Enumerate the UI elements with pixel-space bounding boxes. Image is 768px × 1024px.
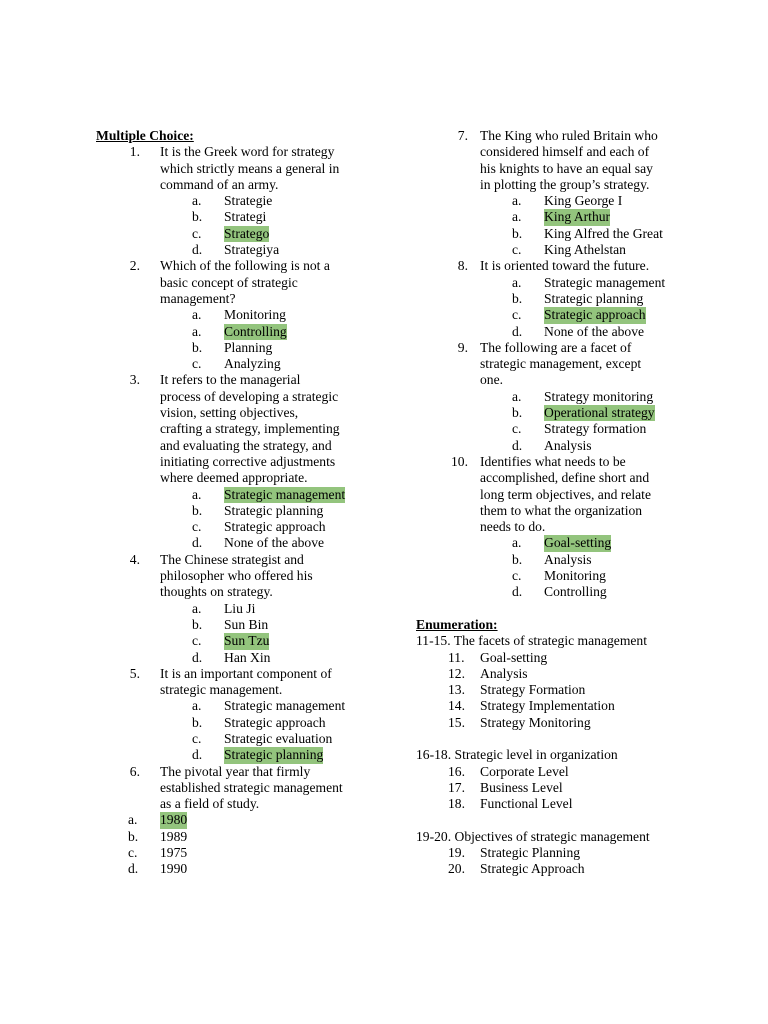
item-text: Strategy Implementation [480, 698, 615, 714]
answer-option [416, 389, 706, 405]
enumeration-list [416, 633, 706, 877]
item-number: 13. [448, 682, 465, 698]
answer-option [96, 307, 366, 323]
question-line [416, 487, 706, 503]
left-column [96, 128, 366, 878]
answer-option [416, 291, 706, 307]
question-line [96, 421, 366, 437]
option-text: Strategy formation [544, 421, 647, 437]
option-letter: b. [192, 209, 203, 225]
answer-option [96, 193, 366, 209]
question-text: philosopher who offered his [160, 568, 313, 584]
enumeration-item [416, 796, 706, 812]
option-text: King Athelstan [544, 242, 626, 258]
question-text: one. [480, 372, 504, 388]
item-number: 17. [448, 779, 465, 795]
question-text: thoughts on strategy. [160, 584, 273, 600]
spacer [416, 601, 706, 617]
spacer [416, 812, 706, 828]
option-text: King George I [544, 193, 623, 209]
option-text: Monitoring [544, 568, 606, 584]
enumeration-item [416, 715, 706, 731]
answer-option [96, 226, 366, 242]
question-line [416, 470, 706, 486]
enumeration-item [416, 650, 706, 666]
answer-option [416, 552, 706, 568]
multiple-choice-heading [96, 128, 366, 144]
option-letter: a. [512, 274, 522, 290]
option-text: Strategic evaluation [224, 730, 333, 746]
answer-option [96, 324, 366, 340]
item-number: 20. [448, 861, 465, 877]
option-letter: d. [512, 584, 523, 600]
option-letter: b. [192, 339, 203, 355]
enumeration-group-title: 11-15. The facets of strategic management [416, 633, 648, 649]
option-text: Sun Bin [224, 616, 269, 632]
option-text: None of the above [544, 323, 645, 339]
option-text: Strategie [224, 193, 273, 209]
option-letter: c. [128, 845, 138, 861]
option-letter: a. [512, 388, 522, 404]
answer-option [416, 584, 706, 600]
answer-option [416, 275, 706, 291]
question-line [96, 552, 366, 568]
answer-option [416, 568, 706, 584]
correct-answer: King Arthur [544, 209, 611, 225]
correct-answer: Sun Tzu [224, 633, 270, 649]
question-line [416, 128, 706, 144]
question-text: process of developing a strategic [160, 388, 339, 404]
option-letter: a. [192, 193, 202, 209]
question-text: in plotting the group’s strategy. [480, 176, 650, 192]
question-line [96, 666, 366, 682]
enumeration-item [416, 682, 706, 698]
answer-option [416, 193, 706, 209]
option-letter: a. [192, 486, 202, 502]
question-line [416, 519, 706, 535]
question-text: management? [160, 290, 236, 306]
question-line [96, 161, 366, 177]
option-letter: b. [192, 714, 203, 730]
option-letter: a. [192, 323, 202, 339]
option-letter: c. [192, 633, 202, 649]
option-text: Strategic management [224, 698, 346, 714]
answer-option [96, 601, 366, 617]
enumeration-item [416, 845, 706, 861]
answer-option [96, 698, 366, 714]
answer-option [96, 356, 366, 372]
option-text: 1990 [160, 861, 188, 877]
question-text: It is the Greek word for strategy [160, 144, 335, 160]
option-letter: c. [512, 421, 522, 437]
right-column [416, 128, 706, 878]
answer-option [96, 861, 366, 877]
question-text: basic concept of strategic [160, 274, 298, 290]
option-letter: a. [512, 209, 522, 225]
question-text: strategic management, except [480, 356, 642, 372]
question-text: his knights to have an equal say [480, 160, 653, 176]
option-letter: c. [512, 307, 522, 323]
answer-option [96, 617, 366, 633]
option-text: Strategi [224, 209, 267, 225]
answer-option [416, 438, 706, 454]
question-text: initiating corrective adjustments [160, 453, 336, 469]
option-letter: b. [128, 828, 139, 844]
option-letter: d. [512, 323, 523, 339]
correct-answer: Goal-setting [544, 535, 612, 551]
option-text: Strategic planning [544, 290, 644, 306]
question-text: It refers to the managerial [160, 372, 301, 388]
answer-option [96, 829, 366, 845]
answer-option [96, 503, 366, 519]
item-number: 19. [448, 845, 465, 861]
option-text: Strategic approach [224, 519, 326, 535]
question-list-left [96, 144, 366, 877]
option-text: Planning [224, 339, 273, 355]
answer-option [96, 812, 366, 828]
answer-option [96, 731, 366, 747]
item-number: 11. [448, 649, 465, 665]
option-text: Strategiya [224, 242, 280, 258]
item-text: Goal-setting [480, 649, 548, 665]
item-number: 18. [448, 796, 465, 812]
answer-option [416, 405, 706, 421]
option-text: Analyzing [224, 356, 281, 372]
option-text: 1989 [160, 828, 188, 844]
question-line [416, 454, 706, 470]
item-number: 16. [448, 763, 465, 779]
enumeration-item [416, 764, 706, 780]
correct-answer: Strategic planning [224, 747, 324, 763]
question-number: 4. [129, 551, 140, 567]
option-letter: d. [512, 437, 523, 453]
question-line [96, 258, 366, 274]
item-text: Strategic Approach [480, 861, 585, 877]
option-letter: d. [192, 242, 203, 258]
question-line [96, 454, 366, 470]
question-text: and evaluating the strategy, and [160, 437, 332, 453]
option-letter: a. [192, 307, 202, 323]
question-number: 8. [457, 258, 468, 274]
question-text: The pivotal year that firmly [160, 763, 311, 779]
question-text: It is an important component of [160, 665, 332, 681]
option-letter: d. [192, 747, 203, 763]
answer-option [96, 209, 366, 225]
section-heading: Enumeration: [416, 616, 498, 632]
question-text: where deemed appropriate. [160, 470, 308, 486]
answer-option [416, 226, 706, 242]
option-text: Liu Ji [224, 600, 256, 616]
option-text: King Alfred the Great [544, 225, 663, 241]
question-text: The following are a facet of [480, 339, 632, 355]
answer-option [416, 421, 706, 437]
correct-answer: Operational strategy [544, 405, 655, 421]
answer-option [416, 209, 706, 225]
question-line [96, 372, 366, 388]
option-letter: c. [192, 356, 202, 372]
enumeration-item [416, 666, 706, 682]
question-number: 1. [129, 144, 140, 160]
question-text: which strictly means a general in [160, 160, 340, 176]
question-number: 7. [457, 128, 468, 143]
answer-option [96, 535, 366, 551]
question-text: needs to do. [480, 519, 546, 535]
question-line [416, 503, 706, 519]
answer-option [96, 340, 366, 356]
question-text: long term objectives, and relate [480, 486, 651, 502]
option-text: Analysis [544, 551, 592, 567]
option-letter: d. [192, 649, 203, 665]
correct-answer: Controlling [224, 323, 287, 339]
item-text: Strategy Monitoring [480, 714, 591, 730]
option-letter: c. [192, 730, 202, 746]
question-line [416, 340, 706, 356]
question-line [96, 780, 366, 796]
item-text: Strategy Formation [480, 682, 586, 698]
question-number: 3. [129, 372, 140, 388]
answer-option [96, 633, 366, 649]
answer-option [416, 242, 706, 258]
answer-option [96, 715, 366, 731]
option-letter: b. [512, 405, 523, 421]
option-letter: c. [512, 242, 522, 258]
option-text: Analysis [544, 437, 592, 453]
question-line [96, 291, 366, 307]
option-letter: a. [128, 812, 138, 828]
option-letter: d. [192, 535, 203, 551]
question-number: 6. [129, 763, 140, 779]
option-text: Strategic approach [224, 714, 326, 730]
question-text: command of an army. [160, 176, 279, 192]
option-letter: b. [512, 290, 523, 306]
question-line [96, 389, 366, 405]
option-text: Controlling [544, 584, 607, 600]
question-line [416, 177, 706, 193]
question-line [96, 568, 366, 584]
enumeration-group-title: 16-18. Strategic level in organization [416, 747, 618, 763]
option-letter: c. [512, 568, 522, 584]
enumeration-group-title: 19-20. Objectives of strategic management [416, 828, 650, 844]
question-line [96, 584, 366, 600]
question-number: 10. [451, 453, 468, 469]
option-text: Strategy monitoring [544, 388, 654, 404]
question-line [96, 177, 366, 193]
question-number: 9. [457, 339, 468, 355]
answer-option [416, 324, 706, 340]
answer-option [96, 487, 366, 503]
answer-option [416, 307, 706, 323]
question-text: It is oriented toward the future. [480, 258, 650, 274]
answer-option [96, 650, 366, 666]
item-text: Corporate Level [480, 763, 569, 779]
option-letter: c. [192, 519, 202, 535]
item-text: Strategic Planning [480, 845, 581, 861]
question-line [96, 275, 366, 291]
question-line [96, 438, 366, 454]
question-line [96, 682, 366, 698]
question-text: them to what the organization [480, 502, 643, 518]
question-line [96, 144, 366, 160]
question-text: crafting a strategy, implementing [160, 421, 340, 437]
option-letter: a. [512, 535, 522, 551]
item-text: Analysis [480, 665, 528, 681]
question-line [96, 405, 366, 421]
answer-option [96, 747, 366, 763]
answer-option [416, 535, 706, 551]
option-text: None of the above [224, 535, 325, 551]
option-letter: a. [512, 193, 522, 209]
question-number: 2. [129, 258, 140, 274]
question-text: established strategic management [160, 779, 343, 795]
section-heading: Multiple Choice: [96, 128, 194, 143]
question-text: Which of the following is not a [160, 258, 330, 274]
question-text: The Chinese strategist and [160, 551, 304, 567]
question-text: Identifies what needs to be [480, 453, 626, 469]
question-line [96, 796, 366, 812]
item-number: 14. [448, 698, 465, 714]
answer-option [96, 242, 366, 258]
question-line [416, 356, 706, 372]
correct-answer: 1980 [160, 812, 188, 828]
correct-answer: Stratego [224, 225, 270, 241]
correct-answer: Strategic approach [544, 307, 646, 323]
enumeration-heading [416, 617, 706, 633]
question-list-right [416, 128, 706, 601]
item-number: 15. [448, 714, 465, 730]
enumeration-item [416, 698, 706, 714]
option-text: 1975 [160, 845, 188, 861]
question-line [96, 470, 366, 486]
question-text: accomplished, define short and [480, 470, 650, 486]
question-line [416, 372, 706, 388]
option-letter: b. [512, 551, 523, 567]
option-text: Strategic management [544, 274, 666, 290]
question-line [96, 764, 366, 780]
question-text: considered himself and each of [480, 144, 650, 160]
option-letter: b. [512, 225, 523, 241]
spacer [416, 731, 706, 747]
option-letter: d. [128, 861, 139, 877]
question-line [416, 258, 706, 274]
item-text: Business Level [480, 779, 563, 795]
question-text: The King who ruled Britain who [480, 128, 658, 143]
question-line [416, 144, 706, 160]
enumeration-item [416, 780, 706, 796]
option-text: Strategic planning [224, 502, 324, 518]
item-text: Functional Level [480, 796, 573, 812]
option-letter: b. [192, 616, 203, 632]
answer-option [96, 519, 366, 535]
option-letter: c. [192, 225, 202, 241]
question-number: 5. [129, 665, 140, 681]
option-letter: a. [192, 600, 202, 616]
question-text: vision, setting objectives, [160, 405, 299, 421]
question-text: as a field of study. [160, 796, 260, 812]
correct-answer: Strategic management [224, 486, 346, 502]
answer-option [96, 845, 366, 861]
question-line [416, 161, 706, 177]
question-text: strategic management. [160, 682, 283, 698]
option-letter: b. [192, 502, 203, 518]
item-number: 12. [448, 665, 465, 681]
option-text: Monitoring [224, 307, 286, 323]
enumeration-item [416, 861, 706, 877]
option-text: Han Xin [224, 649, 271, 665]
option-letter: a. [192, 698, 202, 714]
